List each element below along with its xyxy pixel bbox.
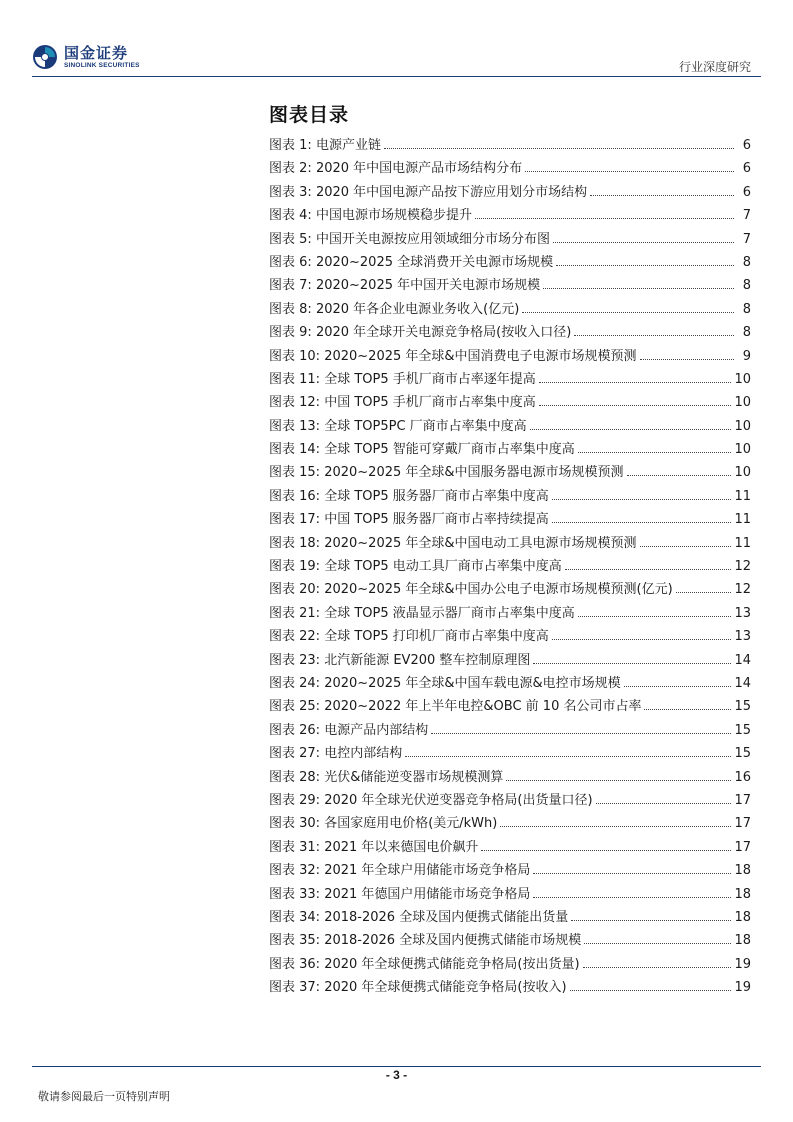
toc-entry-page: 8: [742, 325, 751, 341]
toc-entry[interactable]: [269, 672, 751, 695]
toc-entry-page: 14: [734, 652, 751, 668]
toc-entry-page: 10: [734, 442, 751, 458]
toc-entry-leader: [676, 592, 732, 593]
toc-entry[interactable]: [269, 602, 751, 625]
toc-entry-leader: [530, 429, 732, 430]
toc-entry-page: 8: [742, 254, 751, 270]
toc-entry-label: 图表 1:: [269, 138, 312, 153]
toc-entry-label: 图表 31:: [269, 839, 321, 855]
toc-entry[interactable]: [269, 929, 751, 952]
toc-entry-label: 图表 21:: [269, 605, 321, 621]
toc-entry-title: 2020 年全球便携式储能竞争格局(按出货量): [324, 956, 580, 972]
toc-entry-title: 全球 TOP5PC 厂商市占率集中度高: [324, 418, 527, 434]
toc-entry-label: 图表 8:: [269, 301, 312, 317]
toc-entry-label: 图表 24:: [269, 675, 321, 691]
toc-entry-leader: [539, 382, 732, 383]
page-header: [0, 0, 793, 80]
toc-entry-leader: [543, 288, 734, 289]
toc-entry-leader: [384, 148, 734, 149]
toc-entry-leader: [431, 733, 731, 734]
toc-entry[interactable]: [269, 649, 751, 672]
toc-entry-label: 图表 34:: [269, 909, 321, 925]
toc-entry-page: 11: [734, 488, 751, 504]
toc-entry-page: 6: [742, 161, 751, 177]
toc-entry[interactable]: [269, 298, 751, 321]
toc-entry-label: 图表 32:: [269, 863, 321, 879]
toc-entry-title: 2020~2025 年全球&中国电动工具电源市场规模预测: [324, 535, 637, 551]
toc-entry-leader: [590, 195, 734, 196]
toc-entry[interactable]: [269, 461, 751, 484]
logo-chinese-name: 国金证券: [64, 43, 129, 62]
toc-entry[interactable]: [269, 555, 751, 578]
toc-entry-leader: [574, 335, 734, 336]
toc-entry-label: 图表 35:: [269, 933, 321, 949]
toc-entry[interactable]: [269, 766, 751, 789]
toc-entry-title: 电控内部结构: [324, 746, 403, 762]
toc-entry-leader: [405, 756, 731, 757]
toc-entry-title: 中国开关电源按应用领域细分市场分布图: [315, 231, 550, 247]
toc-entry-leader: [552, 522, 732, 523]
toc-entry-label: 图表 9:: [269, 325, 312, 341]
toc-entry-label: 图表 23:: [269, 652, 321, 668]
toc-entry-label: 图表 33:: [269, 886, 321, 902]
toc-entry[interactable]: [269, 695, 751, 718]
toc-entry[interactable]: [269, 181, 751, 204]
toc-entry-page: 12: [734, 559, 751, 575]
toc-entry-label: 图表 7:: [269, 278, 312, 294]
toc-entry-page: 10: [734, 465, 751, 481]
toc-entry-page: 8: [742, 278, 751, 294]
toc-entry-leader: [584, 943, 731, 944]
toc-entry-label: 图表 22:: [269, 629, 321, 645]
toc-entry-title: 2020~2025 年全球&中国办公电子电源市场规模预测(亿元): [324, 582, 673, 598]
toc-entry[interactable]: [269, 251, 751, 274]
toc-entry-leader: [539, 405, 732, 406]
toc-entry[interactable]: [269, 274, 751, 297]
logo-english-name: SINOLINK SECURITIES: [64, 61, 140, 69]
toc-entry-title: 2021 年全球户用储能市场竞争格局: [324, 863, 531, 879]
toc-entry-leader: [578, 452, 732, 453]
toc-entry-page: 17: [734, 839, 751, 855]
toc-entry-leader: [522, 312, 734, 313]
toc-entry-leader: [525, 171, 734, 172]
toc-entry-page: 18: [734, 886, 751, 902]
toc-entry-label: 图表 12:: [269, 395, 321, 411]
toc-entry-page: 8: [742, 301, 751, 317]
toc-entry-label: 图表 15:: [269, 465, 321, 481]
toc-entry-label: 图表 30:: [269, 816, 321, 832]
toc-entry[interactable]: [269, 906, 751, 929]
toc-entry-label: 图表 3:: [269, 184, 312, 200]
toc-entry-page: 19: [734, 956, 751, 972]
toc-entry-title: 2021 年德国户用储能市场竞争格局: [324, 886, 531, 902]
toc-entry-title: 2020 年中国电源产品按下游应用划分市场结构: [315, 184, 588, 200]
toc-entry[interactable]: [269, 321, 751, 344]
toc-entry-title: 2021 年以来德国电价飙升: [324, 839, 479, 855]
toc-entry-title: 2020~2025 年全球&中国消费电子电源市场规模预测: [324, 348, 637, 364]
toc-entry[interactable]: [269, 812, 751, 835]
toc-entry-leader: [570, 990, 732, 991]
toc-entry-page: 18: [734, 933, 751, 949]
toc-entry-leader: [552, 639, 732, 640]
toc-entry-page: 17: [734, 816, 751, 832]
toc-entry-title: 2018-2026 全球及国内便携式储能出货量: [324, 909, 569, 925]
toc-entry-label: 图表 27:: [269, 746, 321, 762]
toc-entry[interactable]: [269, 789, 751, 812]
toc-entry[interactable]: [269, 532, 751, 555]
toc-entry-leader: [583, 967, 732, 968]
toc-entry-title: 各国家庭用电价格(美元/kWh): [324, 816, 498, 832]
toc-entry[interactable]: [269, 391, 751, 414]
toc-entry-title: 2020 年中国电源产品市场结构分布: [315, 161, 523, 177]
toc-entry-leader: [475, 218, 734, 219]
toc-entry[interactable]: [269, 883, 751, 906]
toc-entry-leader: [533, 873, 731, 874]
toc-entry-page: 15: [734, 746, 751, 762]
toc-entry[interactable]: [269, 859, 751, 882]
toc-entry-page: 7: [742, 231, 751, 247]
toc-entry-title: 中国 TOP5 手机厂商市占率集中度高: [324, 395, 536, 411]
toc-entry-label: 图表 11:: [269, 371, 321, 387]
toc-entry-leader: [552, 499, 732, 500]
toc-entry-label: 图表 16:: [269, 488, 321, 504]
toc-entry-label: 图表 17:: [269, 512, 321, 528]
toc-entry[interactable]: [269, 368, 751, 391]
toc-entry-title: 全球 TOP5 液晶显示器厂商市占率集中度高: [324, 605, 575, 621]
toc-entry-page: 11: [734, 512, 751, 528]
toc-entry-page: 7: [742, 208, 751, 224]
toc-entry-page: 13: [734, 605, 751, 621]
toc-entry-page: 10: [734, 371, 751, 387]
toc-entry-label: 图表 37:: [269, 980, 321, 996]
company-logo: [32, 44, 140, 70]
document-type: 行业深度研究: [678, 60, 751, 74]
toc-entry-title: 2020~2022 年上半年电控&OBC 前 10 名公司市占率: [324, 699, 642, 715]
toc-entry-page: 9: [742, 348, 751, 364]
toc-entry[interactable]: [269, 742, 751, 765]
toc-entry-leader: [640, 359, 734, 360]
toc-entry-leader: [553, 242, 734, 243]
toc-entry[interactable]: [269, 204, 751, 227]
toc-entry-label: 图表 14:: [269, 442, 321, 458]
toc-entry-title: 2020~2025 全球消费开关电源市场规模: [315, 254, 554, 270]
toc-entry-title: 全球 TOP5 电动工具厂商市占率集中度高: [324, 559, 562, 575]
toc-entry-leader: [500, 826, 731, 827]
toc-entry-leader: [533, 897, 731, 898]
toc-entry-title: 2018-2026 全球及国内便携式储能市场规模: [324, 933, 582, 949]
toc-entry-leader: [644, 709, 731, 710]
toc-entry[interactable]: [269, 508, 751, 531]
toc-title: 图表目录: [269, 104, 350, 126]
toc-entry-page: 12: [734, 582, 751, 598]
toc-entry-title: 2020~2025 年全球&中国车载电源&电控市场规模: [324, 675, 621, 691]
toc-entry-label: 图表 28:: [269, 769, 321, 785]
toc-entry-leader: [533, 663, 731, 664]
sinolink-logo-icon: [32, 44, 58, 70]
toc-entry-title: 全球 TOP5 打印机厂商市占率集中度高: [324, 629, 549, 645]
toc-entry-leader: [578, 616, 732, 617]
toc-entry-page: 14: [734, 675, 751, 691]
toc-entry-page: 18: [734, 909, 751, 925]
toc-entry-label: 图表 20:: [269, 582, 321, 598]
toc-entry-page: 6: [742, 138, 751, 153]
footer-divider: [32, 1066, 761, 1067]
toc-entry[interactable]: [269, 415, 751, 438]
toc-entry-leader: [624, 686, 732, 687]
toc-entry-title: 2020~2025 年全球&中国服务器电源市场规模预测: [324, 465, 624, 481]
toc-entry-page: 11: [734, 535, 751, 551]
toc-entry-title: 2020 年全球开关电源竞争格局(按收入口径): [315, 325, 572, 341]
toc-entry-page: 19: [734, 980, 751, 996]
toc-entry-label: 图表 13:: [269, 418, 321, 434]
toc-entry-page: 10: [734, 418, 751, 434]
toc-entry-label: 图表 4:: [269, 208, 312, 224]
footer-disclaimer: 敬请参阅最后一页特别声明: [38, 1090, 170, 1103]
toc-entry-page: 6: [742, 184, 751, 200]
toc-entry-label: 图表 26:: [269, 722, 321, 738]
toc-entry-title: 中国 TOP5 服务器厂商市占率持续提高: [324, 512, 549, 528]
toc-entry-leader: [506, 780, 731, 781]
toc-entry-label: 图表 10:: [269, 348, 321, 364]
toc-entry[interactable]: [269, 953, 751, 976]
toc-entry-label: 图表 36:: [269, 956, 321, 972]
toc-entry-title: 2020~2025 年中国开关电源市场规模: [315, 278, 541, 294]
toc-entry[interactable]: [269, 345, 751, 368]
toc-entry-page: 15: [734, 722, 751, 738]
toc-entry[interactable]: [269, 438, 751, 461]
toc-entry-title: 中国电源市场规模稳步提升: [315, 208, 472, 224]
toc-entry[interactable]: [269, 485, 751, 508]
toc-entry-title: 全球 TOP5 智能可穿戴厂商市占率集中度高: [324, 442, 575, 458]
toc-entry-label: 图表 18:: [269, 535, 321, 551]
toc-entry-leader: [571, 920, 731, 921]
toc-entry-title: 2020 年全球光伏逆变器竞争格局(出货量口径): [324, 792, 593, 808]
toc-entry[interactable]: [269, 976, 751, 999]
toc-entry-title: 北汽新能源 EV200 整车控制原理图: [324, 652, 531, 668]
toc-entry[interactable]: [269, 578, 751, 601]
toc-entry[interactable]: [269, 836, 751, 859]
toc-entry-title: 2020 年各企业电源业务收入(亿元): [315, 301, 520, 317]
toc-entry-page: 13: [734, 629, 751, 645]
toc-entry-page: 15: [734, 699, 751, 715]
toc-entry[interactable]: [269, 228, 751, 251]
toc-entry-label: 图表 2:: [269, 161, 312, 177]
toc-entry-label: 图表 6:: [269, 254, 312, 270]
toc-entry-title: 电源产业链: [315, 138, 381, 153]
toc-entry-label: 图表 29:: [269, 792, 321, 808]
toc-entry[interactable]: [269, 134, 751, 157]
toc-entry-leader: [481, 850, 731, 851]
toc-entry-label: 图表 25:: [269, 699, 321, 715]
toc-entry[interactable]: [269, 157, 751, 180]
toc-entry[interactable]: [269, 719, 751, 742]
toc-entry[interactable]: [269, 625, 751, 648]
toc-entry-title: 2020 年全球便携式储能竞争格局(按收入): [324, 980, 567, 996]
toc-entry-title: 光伏&储能逆变器市场规模测算: [324, 769, 504, 785]
toc-list: [269, 134, 751, 999]
toc-entry-page: 17: [734, 792, 751, 808]
toc-entry-leader: [565, 569, 732, 570]
header-divider: [32, 76, 761, 77]
toc-entry-page: 16: [734, 769, 751, 785]
toc-entry-leader: [596, 803, 732, 804]
toc-entry-leader: [556, 265, 734, 266]
toc-entry-leader: [627, 475, 732, 476]
toc-entry-leader: [640, 546, 732, 547]
toc-entry-title: 电源产品内部结构: [324, 722, 429, 738]
page-number: - 3 -: [385, 1068, 408, 1082]
toc-entry-title: 全球 TOP5 服务器厂商市占率集中度高: [324, 488, 549, 504]
toc-entry-label: 图表 19:: [269, 559, 321, 575]
toc-entry-page: 18: [734, 863, 751, 879]
toc-entry-label: 图表 5:: [269, 231, 312, 247]
toc-entry-title: 全球 TOP5 手机厂商市占率逐年提高: [324, 371, 536, 387]
toc-entry-page: 10: [734, 395, 751, 411]
